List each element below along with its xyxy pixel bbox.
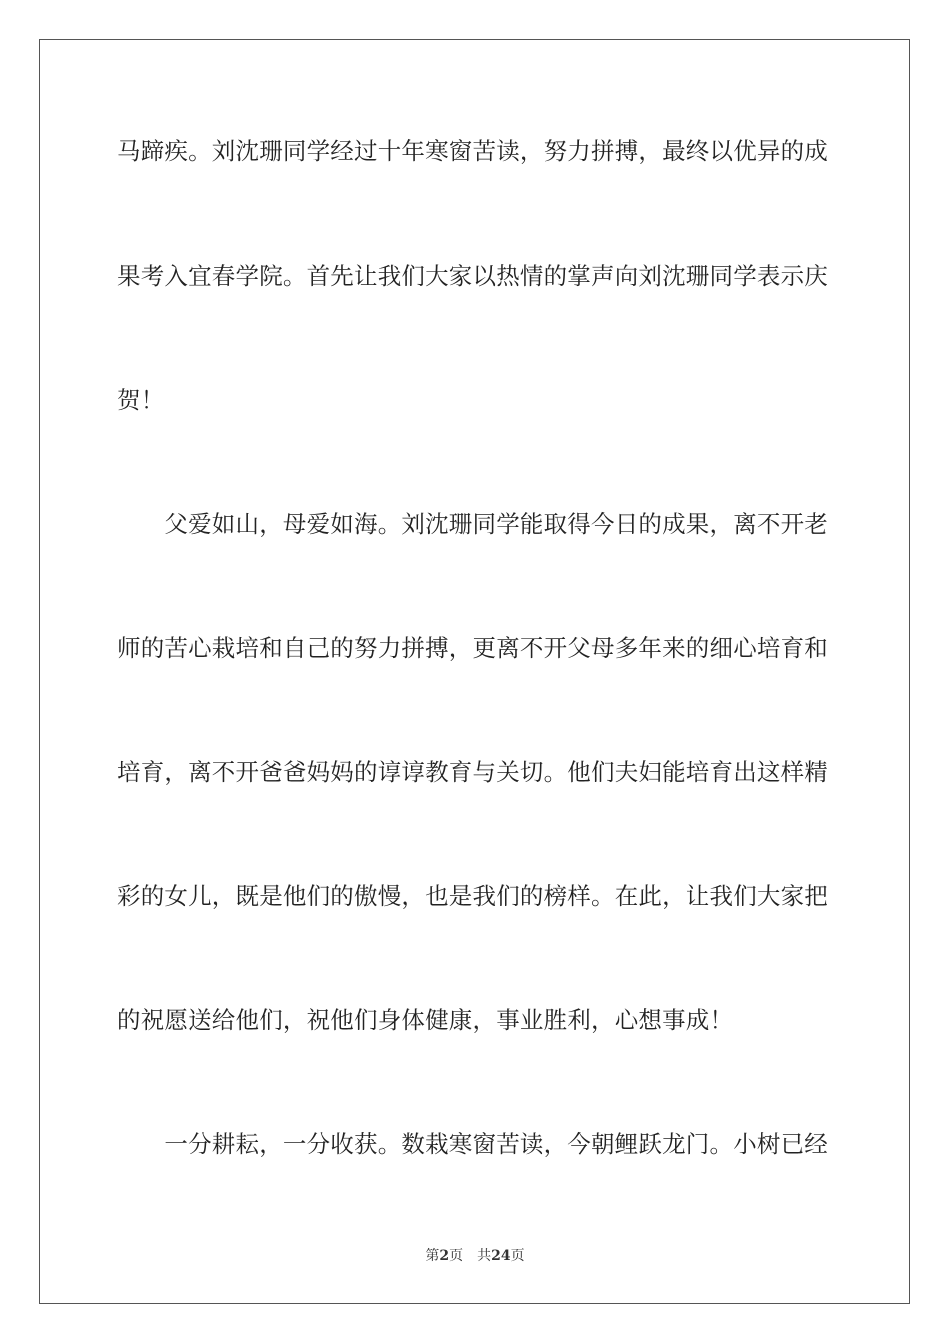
text-line: 培育，离不开爸爸妈妈的谆谆教育与关切。他们夫妇能培育出这样精 xyxy=(117,758,828,786)
text-line: 彩的女儿，既是他们的傲慢，也是我们的榜样。在此，让我们大家把 xyxy=(117,882,828,910)
page-number: 2 xyxy=(439,1248,450,1264)
total-prefix: 共 xyxy=(477,1248,492,1264)
text-line: 父爱如山，母爱如海。刘沈珊同学能取得今日的成果，离不开老 xyxy=(117,510,828,538)
page-suffix: 页 xyxy=(449,1248,464,1264)
total-suffix: 页 xyxy=(510,1248,525,1264)
total-pages: 24 xyxy=(491,1248,511,1264)
text-line: 果考入宜春学院。首先让我们大家以热情的掌声向刘沈珊同学表示庆 xyxy=(117,262,828,290)
page-border xyxy=(39,39,910,1304)
text-line: 的祝愿送给他们，祝他们身体健康，事业胜利，心想事成！ xyxy=(117,1006,734,1034)
page-footer xyxy=(0,1246,950,1266)
page-prefix: 第 xyxy=(425,1248,440,1264)
text-line: 师的苦心栽培和自己的努力拼搏，更离不开父母多年来的细心培育和 xyxy=(117,634,828,662)
text-line: 马蹄疾。刘沈珊同学经过十年寒窗苦读，努力拼搏，最终以优异的成 xyxy=(117,137,828,165)
text-line: 贺！ xyxy=(117,386,165,414)
text-line: 一分耕耘，一分收获。数栽寒窗苦读，今朝鲤跃龙门。小树已经 xyxy=(117,1130,828,1158)
